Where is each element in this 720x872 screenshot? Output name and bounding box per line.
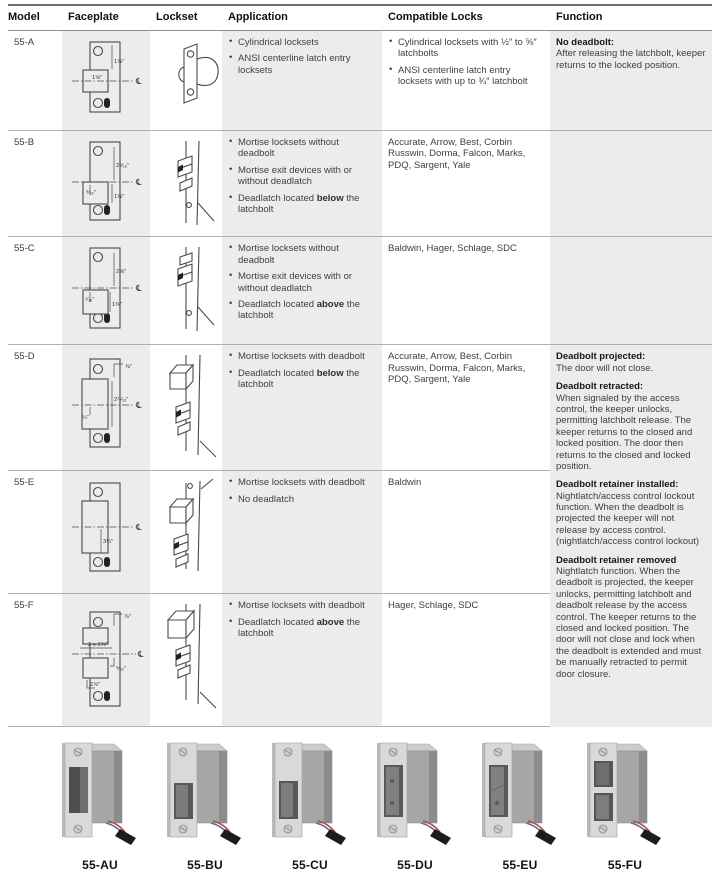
application-cell — [222, 31, 382, 131]
dimension-label: 3¼″ — [103, 539, 114, 546]
dimension-label: 2¹¹⁄₁₆″ — [114, 397, 129, 404]
dimension-label: 1⅝″ — [92, 75, 103, 81]
product-figure-55fu — [575, 741, 675, 872]
application-bullet: • No deadlatch — [228, 494, 376, 505]
product-label: 55-FU — [607, 858, 643, 872]
application-bullet: • Mortise locksets without deadbolt — [228, 243, 376, 266]
model-cell: 55-F — [8, 594, 62, 727]
table-row-55d — [8, 345, 712, 471]
model-cell: 55-D — [8, 345, 62, 471]
faceplate-cell — [62, 31, 150, 131]
spec-table — [8, 4, 712, 727]
centerline-symbol: ℄ — [136, 283, 142, 294]
header-row — [8, 5, 712, 31]
compatible-locks-cell — [382, 131, 550, 237]
dimension-label: 1⅞″ — [114, 59, 125, 65]
compatible-locks-cell — [382, 31, 550, 131]
application-bullet: • Mortise locksets with deadbolt — [228, 477, 376, 488]
compatible-text: Baldwin — [388, 477, 422, 489]
lockset-diagram-mortise-deadlatch-above — [156, 243, 220, 335]
product-image-55eu — [470, 741, 570, 849]
product-figure-55eu — [470, 741, 570, 872]
lockset-diagram-mortise-deadbolt-deadlatch-below — [156, 351, 220, 459]
compatible-locks-cell — [382, 471, 550, 594]
application-bullet: • Deadlatch located above the latchbolt — [228, 299, 376, 322]
centerline-symbol: ℄ — [136, 522, 142, 533]
application-bullet: • Mortise locksets with deadbolt — [228, 600, 376, 611]
product-label: 55-DU — [397, 858, 433, 872]
compatible-locks-cell — [382, 345, 550, 471]
dimension-label: 1⅜″ — [114, 194, 125, 200]
lockset-cell — [150, 345, 222, 471]
product-label: 55-EU — [502, 858, 538, 872]
model-cell: 55-A — [14, 37, 35, 48]
function-cell-empty — [550, 131, 712, 237]
product-image-55au — [50, 741, 150, 849]
application-cell — [222, 345, 382, 471]
product-label: 55-BU — [187, 858, 223, 872]
col-header-lockset: Lockset — [150, 5, 222, 31]
table-row-55c — [8, 237, 712, 345]
compatible-text: Baldwin, Hager, Schlage, SDC — [388, 243, 517, 255]
dimension-label: ¼″ — [82, 415, 89, 422]
application-bullet: • Deadlatch located above the latchbolt — [228, 617, 376, 640]
lockset-cell — [150, 471, 222, 594]
function-cell-empty — [550, 237, 712, 345]
dimension-label: 2⅝″ — [116, 269, 127, 276]
lockset-diagram-mortise-deadlatch-below — [156, 137, 220, 229]
product-image-55du — [365, 741, 465, 849]
faceplate-diagram-55a — [68, 37, 154, 119]
faceplate-cell — [62, 471, 150, 594]
dimension-label: 2⁹⁄₁₆″ — [116, 163, 130, 169]
compatible-bullet: • ANSI centerline latch entry locksets with up to ¾″ latchbolt — [388, 65, 544, 88]
lockset-diagram-mortise-deadbolt-no-deadlatch — [156, 477, 220, 577]
dimension-label: 1⅜″ — [112, 302, 123, 309]
spec-sheet-page — [0, 4, 720, 872]
model-cell: 55-C — [8, 237, 62, 345]
table-row-55a — [8, 31, 712, 131]
function-paragraph: Deadbolt projected: The door will not close. — [556, 351, 654, 374]
dimension-label: ⅞″ — [125, 364, 132, 371]
compatible-bullet: • Cylindrical locksets with ½″ to ⅝″ latchbolts — [388, 37, 544, 60]
application-bullet: • Mortise exit devices with or without deadlatch — [228, 165, 376, 188]
lockset-cell — [150, 31, 222, 131]
centerline-symbol: ℄ — [136, 76, 142, 86]
lockset-cell — [150, 594, 222, 727]
faceplate-diagram-55d — [68, 351, 154, 457]
col-header-compatible-locks: Compatible Locks — [382, 5, 550, 31]
col-header-faceplate: Faceplate — [62, 5, 150, 31]
faceplate-diagram-55c — [68, 243, 154, 333]
application-bullet: • Mortise locksets with deadbolt — [228, 351, 376, 362]
application-cell — [222, 131, 382, 237]
compatible-text: Accurate, Arrow, Best, Corbin Russwin, Dorma, Falcon, Marks, PDQ, Sargent, Yale — [388, 351, 526, 386]
lockset-diagram-cylindrical — [156, 37, 220, 115]
dimension-label: 2 x 1⅜″ — [88, 642, 108, 649]
model-cell: 55-B — [8, 131, 62, 237]
compatible-locks-cell — [382, 594, 550, 727]
product-figure-55bu — [155, 741, 255, 872]
dimension-label: ⁹⁄₁₆″ — [86, 190, 96, 196]
faceplate-cell — [62, 131, 150, 237]
application-cell — [222, 237, 382, 345]
function-paragraph: No deadbolt: After releasing the latchbolt, keeper returns to the locked position. — [556, 37, 706, 71]
application-cell — [222, 471, 382, 594]
function-paragraph: Deadbolt retainer installed: Nightlatch/access control lockout function. When the deadbolt is projected the keeper will not release by access control. (nightlatch/access control lockout) — [556, 479, 700, 548]
model-cell: 55-E — [8, 471, 62, 594]
centerline-symbol: ℄ — [136, 400, 142, 411]
faceplate-cell — [62, 594, 150, 727]
lockset-diagram-mortise-deadbolt-deadlatch-above — [156, 600, 220, 712]
dimension-label: ⅞″ — [124, 614, 131, 621]
faceplate-diagram-55f — [68, 600, 154, 714]
application-bullet: • ANSI centerline latch entry locksets — [228, 53, 376, 76]
function-paragraph: Deadbolt retainer removed Nightlatch function. When the deadbolt is projected, the keeper unlocks, permitting latchbolt and deadbolt release by the access control. The keeper returns to the closed and locked position. The door will not close and lock when the deadbolt is extended and must be manually retracted to permit door closure. — [556, 554, 702, 680]
faceplate-diagram-55e — [68, 477, 154, 579]
product-image-55cu — [260, 741, 360, 849]
application-bullet: • Mortise locksets without deadbolt — [228, 137, 376, 160]
centerline-symbol: ℄ — [136, 177, 142, 187]
product-figure-55au — [50, 741, 150, 872]
faceplate-cell — [62, 237, 150, 345]
col-header-model: Model — [8, 5, 62, 31]
lockset-cell — [150, 131, 222, 237]
col-header-application: Application — [222, 5, 382, 31]
product-figure-55cu — [260, 741, 360, 872]
compatible-text: Accurate, Arrow, Best, Corbin Russwin, Dorma, Falcon, Marks, PDQ, Sargent, Yale — [388, 137, 526, 171]
application-bullet: • Mortise exit devices with or without deadlatch — [228, 271, 376, 294]
function-cell — [550, 31, 712, 131]
application-bullet: • Deadlatch located below the latchbolt — [228, 193, 376, 216]
faceplate-cell — [62, 345, 150, 471]
application-bullet: • Deadlatch located below the latchbolt — [228, 368, 376, 391]
product-image-55bu — [155, 741, 255, 849]
product-figure-55du — [365, 741, 465, 872]
col-header-function: Function — [550, 5, 712, 31]
function-cell-merged — [550, 345, 712, 727]
table-row-55b — [8, 131, 712, 237]
application-bullet: • Cylindrical locksets — [228, 37, 376, 48]
dimension-label: 2⅞″ — [90, 682, 101, 689]
product-label: 55-AU — [82, 858, 118, 872]
dimension-label: ⁷⁄₁₆″ — [85, 297, 95, 304]
faceplate-diagram-55b — [68, 137, 154, 225]
lockset-cell — [150, 237, 222, 345]
application-cell — [222, 594, 382, 727]
dimension-label: ⁹⁄₁₆″ — [116, 666, 126, 673]
product-label: 55-CU — [292, 858, 328, 872]
compatible-text: Hager, Schlage, SDC — [388, 600, 479, 612]
product-gallery — [0, 727, 720, 872]
function-paragraph: Deadbolt retracted: When signaled by the access control, the keeper unlocks, permitting latchbolt release. The keeper returns to the closed and locked position. The door then returns to the closed and locked position. — [556, 381, 693, 472]
centerline-symbol: ℄ — [138, 649, 144, 660]
product-image-55fu — [575, 741, 675, 849]
compatible-locks-cell — [382, 237, 550, 345]
